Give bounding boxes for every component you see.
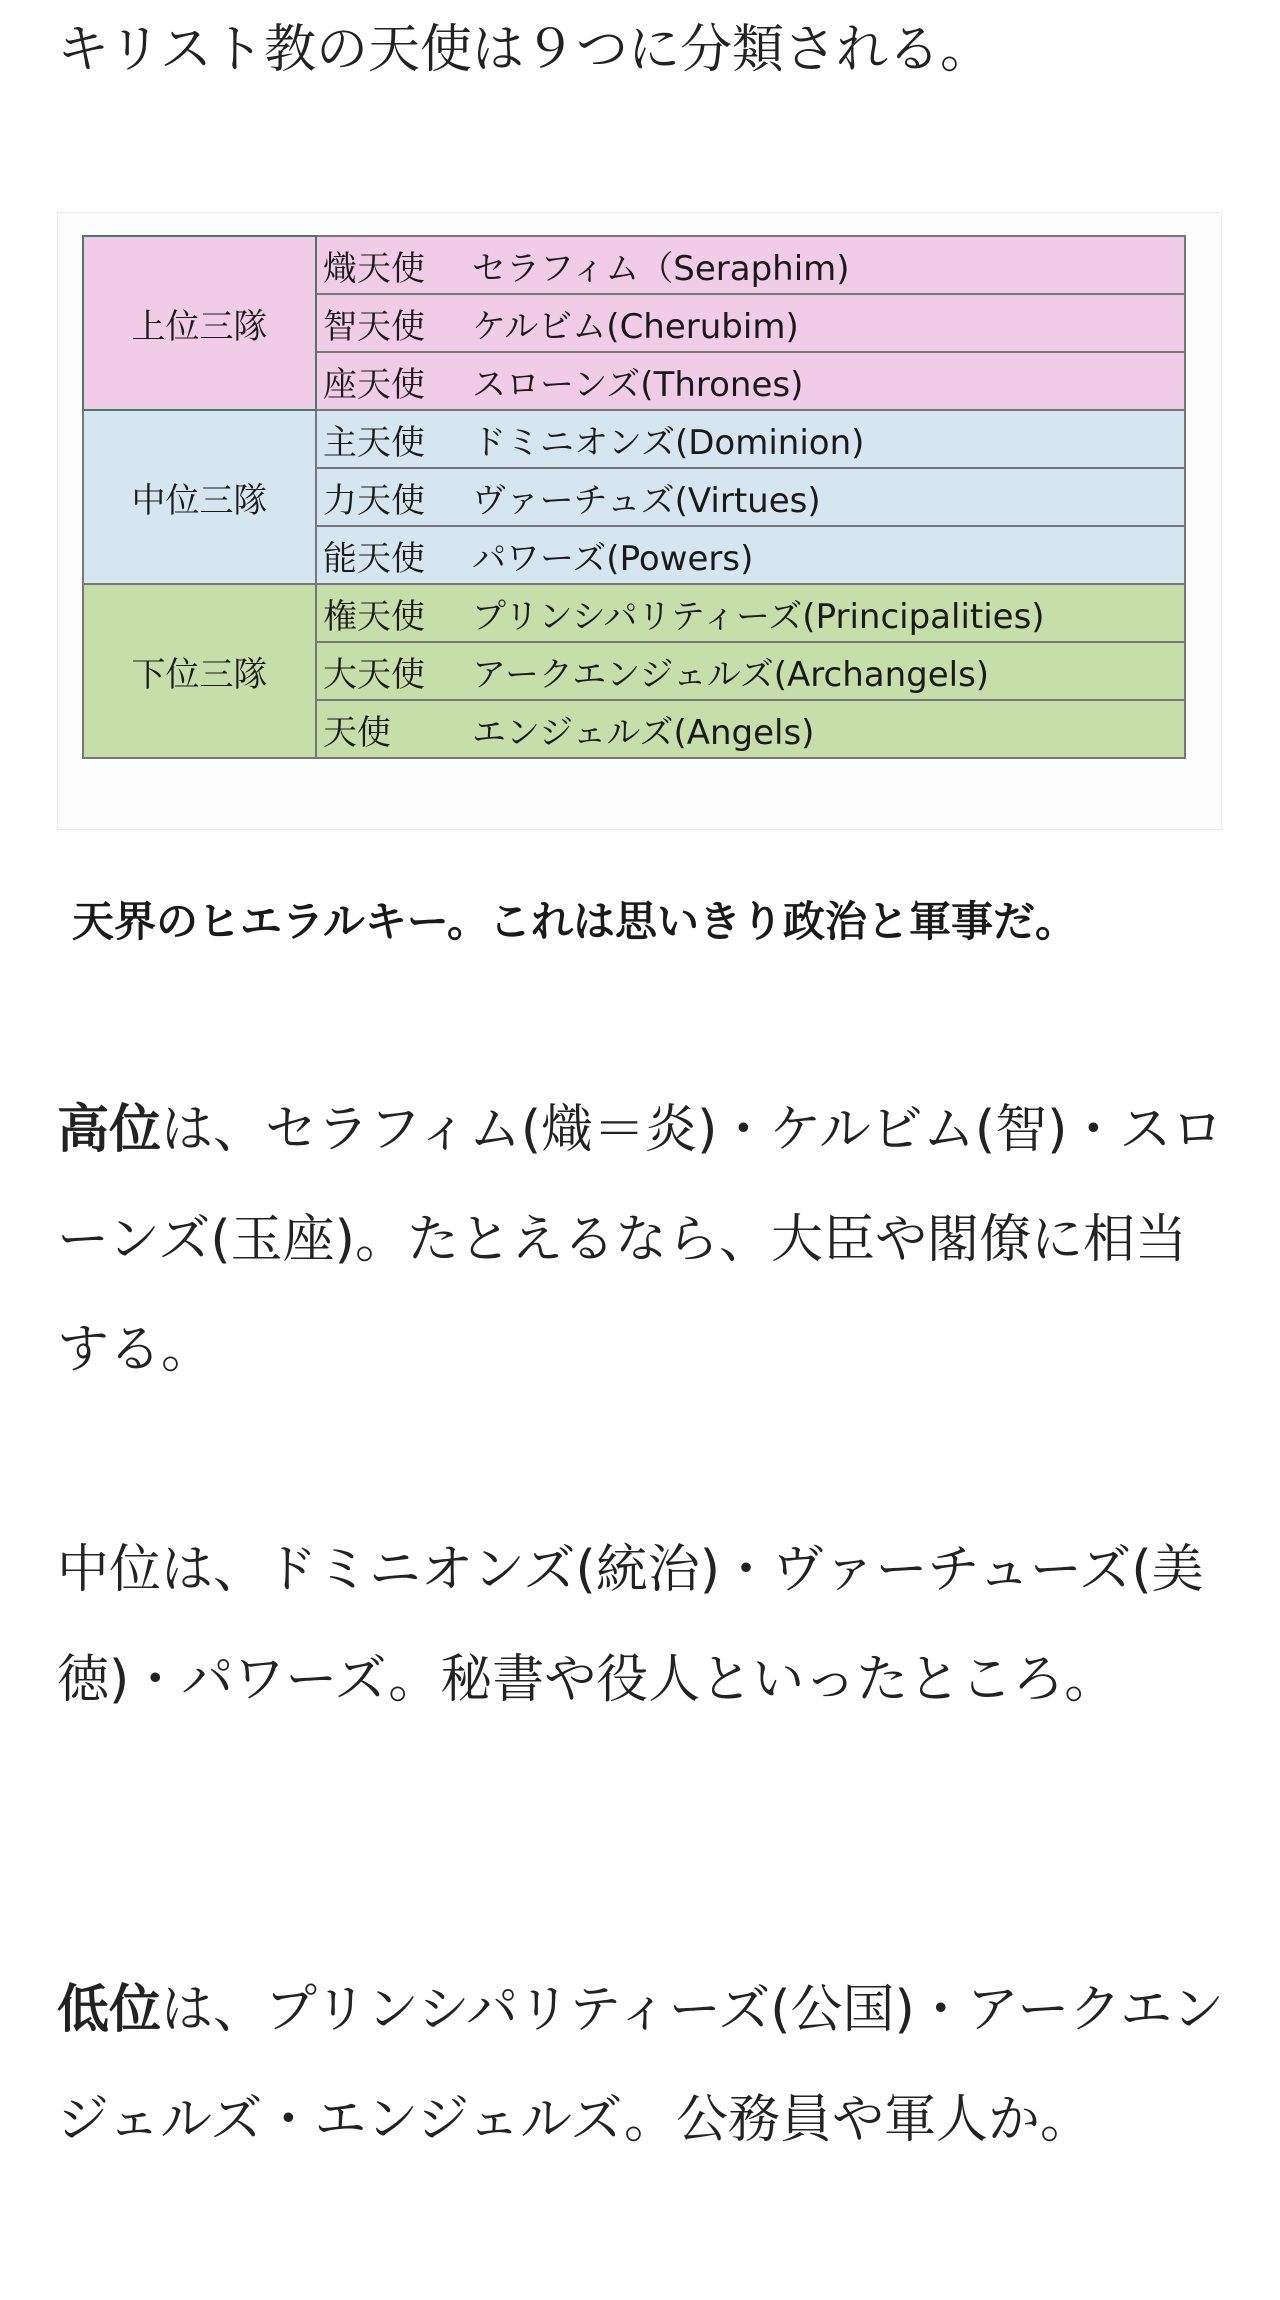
name-cell: ヴァーチュズ(Virtues) (468, 468, 1185, 526)
name-cell: ケルビム(Cherubim) (468, 294, 1185, 352)
rank-cell: 熾天使 (316, 236, 468, 294)
paragraph-lead: 低位 (57, 1980, 162, 2040)
name-cell: パワーズ(Powers) (468, 526, 1185, 584)
group-label-lower: 下位三隊 (83, 584, 316, 758)
name-cell: スローンズ(Thrones) (468, 352, 1185, 410)
paragraph-high-rank (57, 1075, 1227, 1405)
rank-cell: 大天使 (316, 642, 468, 700)
group-label-upper: 上位三隊 (83, 236, 316, 410)
name-cell: アークエンジェルズ(Archangels) (468, 642, 1185, 700)
name-cell: プリンシパリティーズ(Principalities) (468, 584, 1185, 642)
rank-cell: 天使 (316, 700, 468, 758)
rank-cell: 主天使 (316, 410, 468, 468)
group-label-middle: 中位三隊 (83, 410, 316, 584)
rank-cell: 智天使 (316, 294, 468, 352)
paragraph-body: は、セラフィム(熾＝炎)・ケルビム(智)・スローンズ(玉座)。たとえるなら、大臣や閣僚に相当する。 (57, 1100, 1224, 1380)
rank-cell: 座天使 (316, 352, 468, 410)
rank-cell: 力天使 (316, 468, 468, 526)
name-cell: エンジェルズ(Angels) (468, 700, 1185, 758)
paragraph-body: は、プリンシパリティーズ(公国)・アークエンジェルズ・エンジェルズ。公務員や軍人か。 (57, 1980, 1225, 2150)
paragraph-mid-rank (57, 1515, 1227, 1735)
table-row (83, 584, 1185, 642)
name-cell: セラフィム（Seraphim) (468, 236, 1185, 294)
angel-hierarchy-table (82, 235, 1186, 759)
rank-cell: 能天使 (316, 526, 468, 584)
figure-caption: 天界のヒエラルキー。これは思いきり政治と軍事だ。 (72, 897, 1078, 946)
paragraph-low-rank (57, 1955, 1227, 2175)
table-row (83, 410, 1185, 468)
name-cell: ドミニオンズ(Dominion) (468, 410, 1185, 468)
paragraph-lead: 高位 (57, 1100, 162, 1160)
table-row (83, 236, 1185, 294)
intro-text: キリスト教の天使は９つに分類される。 (57, 20, 992, 80)
rank-cell: 権天使 (316, 584, 468, 642)
paragraph-body: 中位は、ドミニオンズ(統治)・ヴァーチューズ(美徳)・パワーズ。秘書や役人といったところ。 (57, 1540, 1204, 1710)
angel-hierarchy-figure (57, 212, 1222, 830)
